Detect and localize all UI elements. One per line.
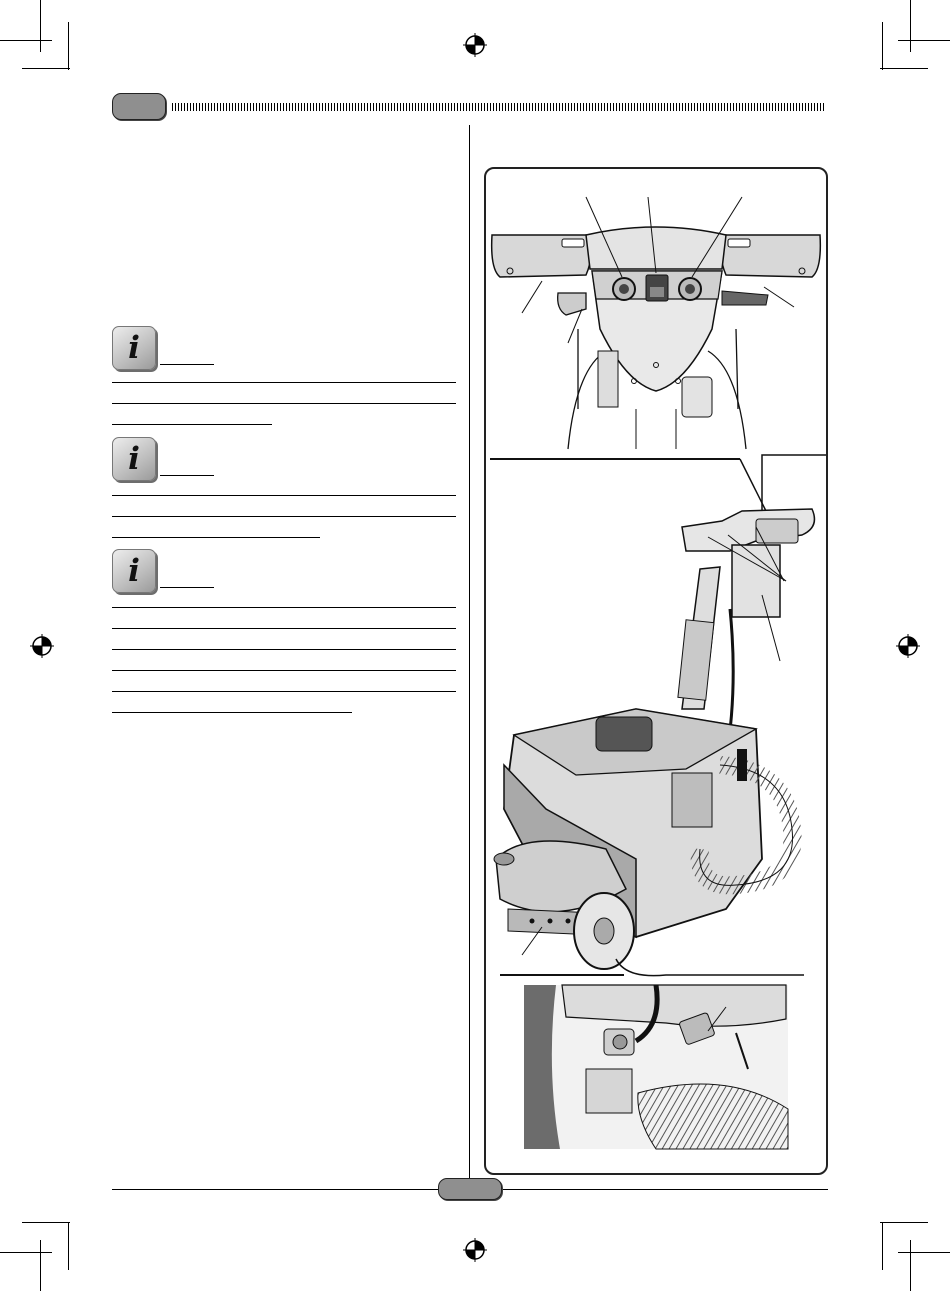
registration-target-icon xyxy=(896,634,920,658)
info-icon: i xyxy=(112,549,156,593)
machine-illustration xyxy=(486,169,826,1173)
text-line xyxy=(112,537,320,538)
underside-view xyxy=(524,985,788,1149)
text-line xyxy=(112,516,456,517)
machine-figure xyxy=(484,167,828,1175)
text-line xyxy=(112,607,456,608)
text-line xyxy=(112,670,456,671)
note-heading-rule xyxy=(160,364,214,365)
text-line xyxy=(112,382,456,383)
text-line xyxy=(112,712,352,713)
text-line xyxy=(112,424,272,425)
registration-target-icon xyxy=(463,1238,487,1262)
column-divider xyxy=(469,125,470,1178)
header-dotted-rule xyxy=(172,103,824,111)
header-language-tab xyxy=(112,93,166,120)
info-icon: i xyxy=(112,437,156,481)
handlebar-view xyxy=(492,197,821,449)
text-line xyxy=(112,495,456,496)
text-line xyxy=(112,649,456,650)
note-heading-rule xyxy=(160,587,214,588)
machine-view xyxy=(494,509,814,969)
text-line xyxy=(112,403,456,404)
text-line xyxy=(112,691,456,692)
registration-target-icon xyxy=(30,634,54,658)
footer-page-tab xyxy=(438,1178,502,1200)
note-heading-rule xyxy=(160,475,214,476)
info-icon: i xyxy=(112,326,156,370)
registration-target-icon xyxy=(463,33,487,57)
text-line xyxy=(112,628,456,629)
